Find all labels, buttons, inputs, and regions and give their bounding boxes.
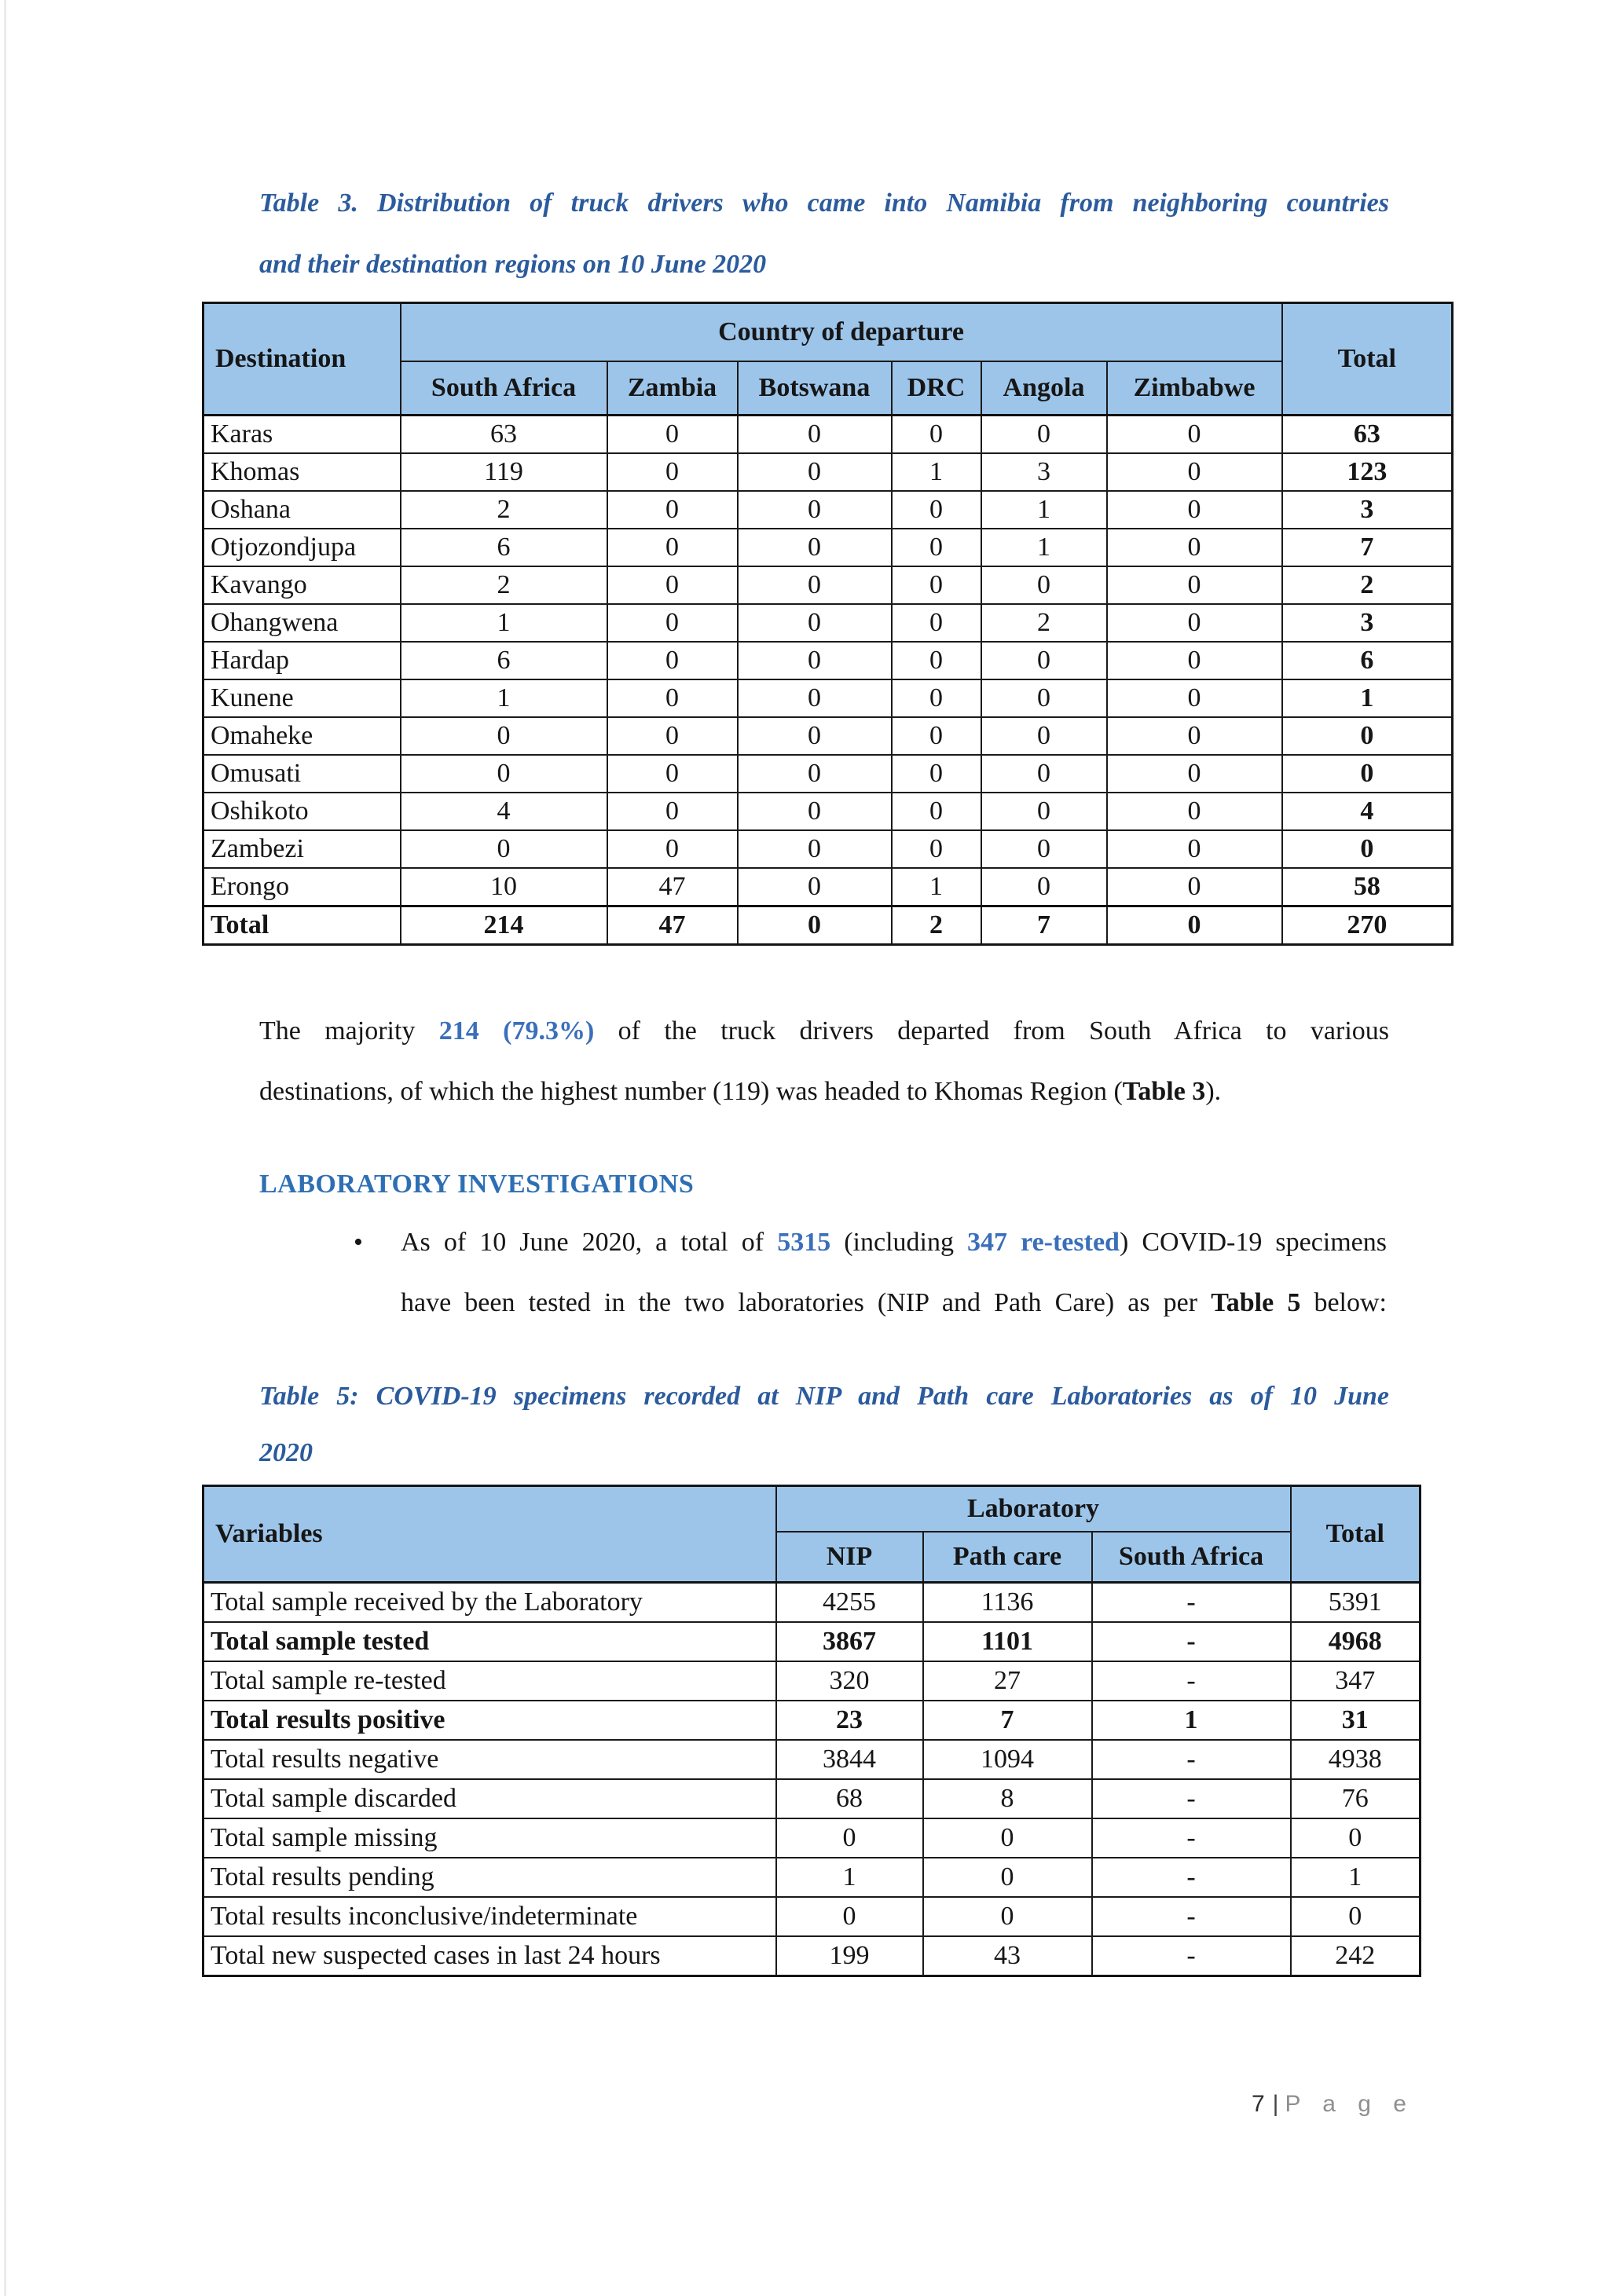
- table-row: [203, 868, 1453, 906]
- column-group-laboratory: Laboratory: [776, 1486, 1291, 1532]
- value-cell: 4: [401, 793, 607, 830]
- row-total-cell: 0: [1282, 755, 1453, 793]
- value-cell: 3: [981, 453, 1107, 491]
- value-cell: 1: [892, 453, 981, 491]
- value-cell: 10: [401, 868, 607, 906]
- row-total-cell: 0: [1291, 1897, 1421, 1936]
- region-name-cell: Total: [203, 906, 401, 945]
- region-name-cell: Oshana: [203, 491, 401, 529]
- value-cell: 0: [981, 679, 1107, 717]
- table5-reference: Table 5: [1211, 1288, 1301, 1317]
- value-cell: 0: [607, 679, 738, 717]
- pathcare-cell: 0: [923, 1897, 1092, 1936]
- value-cell: 0: [1107, 529, 1282, 566]
- row-total-cell: 31: [1291, 1701, 1421, 1740]
- value-cell: 0: [981, 830, 1107, 868]
- value-cell: 0: [607, 604, 738, 642]
- value-cell: 0: [738, 793, 892, 830]
- region-name-cell: Khomas: [203, 453, 401, 491]
- row-total-cell: 270: [1282, 906, 1453, 945]
- row-total-cell: 2: [1282, 566, 1453, 604]
- column-header-south-africa: South Africa: [1092, 1532, 1291, 1583]
- value-cell: 0: [981, 793, 1107, 830]
- nip-cell: 320: [776, 1661, 923, 1701]
- region-name-cell: Oshikoto: [203, 793, 401, 830]
- table-row: [203, 679, 1453, 717]
- value-cell: 47: [607, 906, 738, 945]
- pathcare-cell: 1101: [923, 1622, 1092, 1661]
- bullet-text: [401, 1212, 1387, 1333]
- variable-name-cell: Total sample received by the Laboratory: [203, 1583, 776, 1623]
- table-row: [203, 642, 1453, 679]
- value-cell: 0: [401, 830, 607, 868]
- page-number: 7: [1251, 2091, 1265, 2117]
- south-africa-cell: -: [1092, 1740, 1291, 1779]
- value-cell: 0: [1107, 416, 1282, 454]
- row-total-cell: 7: [1282, 529, 1453, 566]
- table-row: [203, 1779, 1421, 1818]
- south-africa-cell: -: [1092, 1583, 1291, 1623]
- paragraph-text: of the truck drivers departed from South Africa to various: [594, 1016, 1389, 1045]
- value-cell: 119: [401, 453, 607, 491]
- table-row: [203, 1622, 1421, 1661]
- value-cell: 0: [401, 717, 607, 755]
- paragraph-text: The majority: [259, 1016, 439, 1045]
- south-africa-cell: -: [1092, 1779, 1291, 1818]
- column-group-country-of-departure: Country of departure: [401, 303, 1282, 362]
- table-row: [203, 793, 1453, 830]
- row-total-cell: 0: [1282, 717, 1453, 755]
- table5-title-line2: 2020: [259, 1438, 313, 1467]
- value-cell: 0: [892, 529, 981, 566]
- value-cell: 0: [981, 717, 1107, 755]
- bullet-text-part: below:: [1300, 1288, 1387, 1317]
- value-cell: 0: [738, 453, 892, 491]
- table-row: [203, 1858, 1421, 1897]
- pathcare-cell: 1136: [923, 1583, 1092, 1623]
- column-header-destination: Destination: [203, 303, 401, 416]
- column-header-total: Total: [1291, 1486, 1421, 1583]
- summary-paragraph-line2: [259, 1061, 1389, 1122]
- value-cell: 2: [892, 906, 981, 945]
- section-heading-laboratory-investigations: LABORATORY INVESTIGATIONS: [259, 1170, 695, 1199]
- footer-page-label: P a g e: [1285, 2091, 1414, 2117]
- summary-paragraph-line1: [259, 1001, 1389, 1061]
- table-row: [203, 717, 1453, 755]
- row-total-cell: 63: [1282, 416, 1453, 454]
- value-cell: 0: [738, 566, 892, 604]
- truck-drivers-table: [202, 302, 1454, 946]
- value-cell: 47: [607, 868, 738, 906]
- variable-name-cell: Total new suspected cases in last 24 hours: [203, 1936, 776, 1976]
- row-total-cell: 1: [1282, 679, 1453, 717]
- variable-name-cell: Total results pending: [203, 1858, 776, 1897]
- row-total-cell: 3: [1282, 491, 1453, 529]
- value-cell: 0: [981, 868, 1107, 906]
- south-africa-cell: -: [1092, 1858, 1291, 1897]
- row-total-cell: 76: [1291, 1779, 1421, 1818]
- value-cell: 0: [738, 491, 892, 529]
- row-total-cell: 242: [1291, 1936, 1421, 1976]
- value-cell: 0: [981, 642, 1107, 679]
- row-total-cell: 0: [1291, 1818, 1421, 1858]
- row-total-cell: 4938: [1291, 1740, 1421, 1779]
- row-total-cell: 4968: [1291, 1622, 1421, 1661]
- nip-cell: 1: [776, 1858, 923, 1897]
- value-cell: 0: [892, 416, 981, 454]
- value-cell: 0: [738, 717, 892, 755]
- row-total-cell: 123: [1282, 453, 1453, 491]
- value-cell: 2: [401, 491, 607, 529]
- value-cell: 0: [607, 491, 738, 529]
- value-cell: 0: [1107, 491, 1282, 529]
- value-cell: 1: [401, 604, 607, 642]
- column-header-variables: Variables: [203, 1486, 776, 1583]
- region-name-cell: Erongo: [203, 868, 401, 906]
- south-africa-cell: 1: [1092, 1701, 1291, 1740]
- variable-name-cell: Total results inconclusive/indeterminate: [203, 1897, 776, 1936]
- variable-name-cell: Total sample missing: [203, 1818, 776, 1858]
- value-cell: 0: [892, 604, 981, 642]
- value-cell: 0: [607, 453, 738, 491]
- pathcare-cell: 27: [923, 1661, 1092, 1701]
- value-cell: 214: [401, 906, 607, 945]
- region-name-cell: Zambezi: [203, 830, 401, 868]
- column-header-total: Total: [1282, 303, 1453, 416]
- pathcare-cell: 0: [923, 1858, 1092, 1897]
- table3-title: [259, 173, 1389, 295]
- column-header-path-care: Path care: [923, 1532, 1092, 1583]
- value-cell: 0: [1107, 906, 1282, 945]
- value-cell: 0: [892, 793, 981, 830]
- value-cell: 0: [1107, 868, 1282, 906]
- value-cell: 0: [607, 793, 738, 830]
- region-name-cell: Hardap: [203, 642, 401, 679]
- table3-title-line1: Table 3. Distribution of truck drivers who came into Namibia from neighboring countries: [259, 189, 1389, 218]
- value-cell: 0: [892, 679, 981, 717]
- value-cell: 0: [1107, 642, 1282, 679]
- value-cell: 0: [981, 755, 1107, 793]
- pathcare-cell: 43: [923, 1936, 1092, 1976]
- value-cell: 0: [1107, 793, 1282, 830]
- value-cell: 0: [981, 566, 1107, 604]
- column-header-drc: DRC: [892, 361, 981, 416]
- value-cell: 0: [892, 642, 981, 679]
- value-cell: 0: [738, 755, 892, 793]
- value-cell: 2: [981, 604, 1107, 642]
- row-total-cell: 347: [1291, 1661, 1421, 1701]
- region-name-cell: Kavango: [203, 566, 401, 604]
- column-header-nip: NIP: [776, 1532, 923, 1583]
- value-cell: 6: [401, 529, 607, 566]
- south-africa-cell: -: [1092, 1818, 1291, 1858]
- region-name-cell: Omusati: [203, 755, 401, 793]
- bullet-text-part: ) COVID-19 specimens: [1119, 1228, 1388, 1257]
- table-row: [203, 529, 1453, 566]
- value-cell: 0: [607, 416, 738, 454]
- table-row: [203, 906, 1453, 945]
- value-cell: 1: [401, 679, 607, 717]
- value-cell: 0: [892, 830, 981, 868]
- value-cell: 0: [892, 755, 981, 793]
- table-row: [203, 1936, 1421, 1976]
- variable-name-cell: Total sample discarded: [203, 1779, 776, 1818]
- value-cell: 0: [1107, 453, 1282, 491]
- value-cell: 2: [401, 566, 607, 604]
- value-cell: 0: [1107, 830, 1282, 868]
- value-cell: 0: [607, 642, 738, 679]
- nip-cell: 23: [776, 1701, 923, 1740]
- pathcare-cell: 7: [923, 1701, 1092, 1740]
- value-cell: 0: [892, 717, 981, 755]
- bullet-icon: •: [354, 1228, 363, 1257]
- value-cell: 0: [607, 566, 738, 604]
- pathcare-cell: 8: [923, 1779, 1092, 1818]
- paragraph-text: ).: [1205, 1077, 1222, 1106]
- row-total-cell: 5391: [1291, 1583, 1421, 1623]
- region-name-cell: Karas: [203, 416, 401, 454]
- value-cell: 0: [1107, 679, 1282, 717]
- bullet-text-part: have been tested in the two laboratories (NIP and Path Care) as per: [401, 1288, 1212, 1317]
- south-africa-cell: -: [1092, 1897, 1291, 1936]
- value-cell: 0: [892, 491, 981, 529]
- scan-edge-artifact: [4, 0, 6, 2296]
- page-footer: [1252, 2091, 1414, 2118]
- variable-name-cell: Total sample re-tested: [203, 1661, 776, 1701]
- summary-paragraph: [259, 1001, 1389, 1122]
- value-cell: 0: [738, 604, 892, 642]
- table5-title-line1: Table 5: COVID-19 specimens recorded at NIP and Path care Laboratories as of 10 June: [259, 1382, 1389, 1411]
- table3-reference: Table 3: [1122, 1077, 1206, 1106]
- value-cell: 6: [401, 642, 607, 679]
- region-name-cell: Otjozondjupa: [203, 529, 401, 566]
- bullet-item: [354, 1212, 1387, 1333]
- bullet-line2: [401, 1273, 1387, 1333]
- table-row: [203, 1897, 1421, 1936]
- value-cell: 63: [401, 416, 607, 454]
- nip-cell: 199: [776, 1936, 923, 1976]
- value-cell: 1: [981, 491, 1107, 529]
- region-name-cell: Omaheke: [203, 717, 401, 755]
- variable-name-cell: Total results negative: [203, 1740, 776, 1779]
- table-row: [203, 830, 1453, 868]
- value-cell: 1: [981, 529, 1107, 566]
- value-cell: 0: [607, 755, 738, 793]
- column-header-south-africa: South Africa: [401, 361, 607, 416]
- table-row: [203, 416, 1453, 454]
- table-row: [203, 755, 1453, 793]
- variable-name-cell: Total sample tested: [203, 1622, 776, 1661]
- value-cell: 0: [1107, 717, 1282, 755]
- region-name-cell: Kunene: [203, 679, 401, 717]
- nip-cell: 68: [776, 1779, 923, 1818]
- table-row: [203, 453, 1453, 491]
- table5-title: [259, 1368, 1389, 1481]
- south-africa-cell: -: [1092, 1622, 1291, 1661]
- highlight-majority-count: 214 (79.3%): [438, 1016, 595, 1045]
- column-header-botswana: Botswana: [738, 361, 892, 416]
- region-name-cell: Ohangwena: [203, 604, 401, 642]
- bullet-line1: [401, 1212, 1387, 1273]
- column-header-zambia: Zambia: [607, 361, 738, 416]
- paragraph-text: destinations, of which the highest number (119) was headed to Khomas Region (: [259, 1077, 1123, 1106]
- row-total-cell: 58: [1282, 868, 1453, 906]
- value-cell: 0: [1107, 566, 1282, 604]
- value-cell: 0: [738, 868, 892, 906]
- variable-name-cell: Total results positive: [203, 1701, 776, 1740]
- table-row: [203, 1740, 1421, 1779]
- nip-cell: 3867: [776, 1622, 923, 1661]
- pathcare-cell: 1094: [923, 1740, 1092, 1779]
- row-total-cell: 6: [1282, 642, 1453, 679]
- row-total-cell: 1: [1291, 1858, 1421, 1897]
- column-header-zimbabwe: Zimbabwe: [1107, 361, 1282, 416]
- value-cell: 0: [738, 830, 892, 868]
- table-row: [203, 1583, 1421, 1623]
- table-row: [203, 566, 1453, 604]
- pathcare-cell: 0: [923, 1818, 1092, 1858]
- value-cell: 0: [607, 529, 738, 566]
- column-header-angola: Angola: [981, 361, 1107, 416]
- value-cell: 0: [607, 717, 738, 755]
- lab-specimens-table: [202, 1485, 1421, 1977]
- nip-cell: 0: [776, 1818, 923, 1858]
- highlight-total-specimens: 5315: [777, 1228, 831, 1257]
- value-cell: 0: [738, 416, 892, 454]
- value-cell: 0: [738, 642, 892, 679]
- value-cell: 0: [981, 416, 1107, 454]
- nip-cell: 0: [776, 1897, 923, 1936]
- bullet-text-part: As of 10 June 2020, a total of: [401, 1228, 778, 1257]
- footer-separator: |: [1272, 2091, 1279, 2117]
- value-cell: 0: [738, 529, 892, 566]
- table-row: [203, 1701, 1421, 1740]
- value-cell: 1: [892, 868, 981, 906]
- value-cell: 0: [738, 679, 892, 717]
- value-cell: 0: [607, 830, 738, 868]
- page-content: [202, 173, 1459, 1977]
- nip-cell: 4255: [776, 1583, 923, 1623]
- table-row: [203, 1818, 1421, 1858]
- value-cell: 0: [401, 755, 607, 793]
- value-cell: 7: [981, 906, 1107, 945]
- value-cell: 0: [1107, 755, 1282, 793]
- south-africa-cell: -: [1092, 1661, 1291, 1701]
- value-cell: 0: [738, 906, 892, 945]
- bullet-text-part: (including: [830, 1228, 968, 1257]
- highlight-retested-count: 347 re-tested: [967, 1228, 1120, 1257]
- row-total-cell: 3: [1282, 604, 1453, 642]
- value-cell: 0: [1107, 604, 1282, 642]
- table3-title-line2: and their destination regions on 10 June 2020: [259, 250, 767, 279]
- nip-cell: 3844: [776, 1740, 923, 1779]
- south-africa-cell: -: [1092, 1936, 1291, 1976]
- table-row: [203, 604, 1453, 642]
- row-total-cell: 0: [1282, 830, 1453, 868]
- value-cell: 0: [892, 566, 981, 604]
- table-row: [203, 1661, 1421, 1701]
- row-total-cell: 4: [1282, 793, 1453, 830]
- table-row: [203, 491, 1453, 529]
